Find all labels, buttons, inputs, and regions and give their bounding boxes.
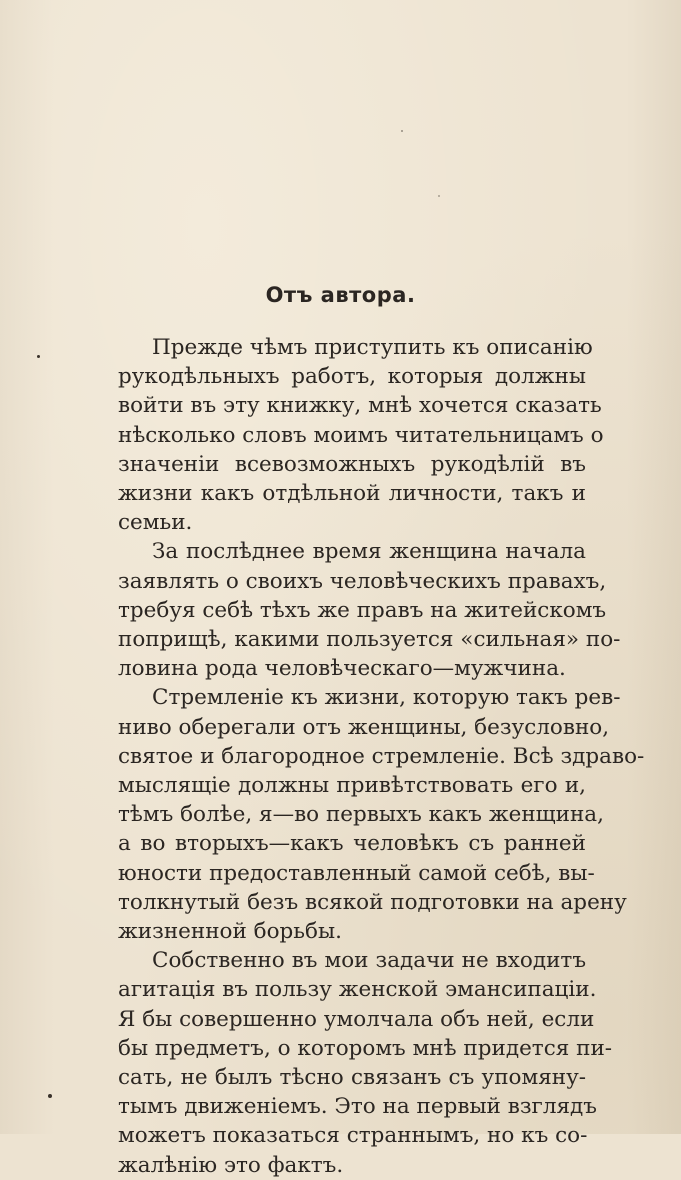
text-line: Стремленіе къ жизни, которую такъ рев- <box>152 685 621 711</box>
text-line: тѣмъ болѣе, я—во первыхъ какъ женщина, <box>118 802 604 828</box>
text-line: сать, не былъ тѣсно связанъ съ упомяну- <box>118 1065 586 1091</box>
text-line: жизненной борьбы. <box>118 919 342 945</box>
text-line: ловина рода человѣческаго—мужчина. <box>118 656 566 682</box>
text-line: а во вторыхъ—какъ человѣкъ съ ранней <box>118 831 586 857</box>
ink-speck <box>438 195 440 197</box>
section-heading: Отъ автора. <box>265 283 416 307</box>
text-line: толкнутый безъ всякой подготовки на арену <box>118 889 627 915</box>
paragraph-3 <box>84 683 645 946</box>
text-line: юности предоставленный самой себѣ, вы- <box>118 860 595 886</box>
text-line: нѣсколько словъ моимъ читательницамъ о <box>118 422 604 448</box>
text-line: мыслящіе должны привѣтствовать его и, <box>118 773 586 799</box>
text-line: значеніи всевозможныхъ рукодѣлій въ <box>118 451 586 477</box>
paragraph-1 <box>84 333 604 537</box>
text-line: За послѣднее время женщина начала <box>152 539 586 565</box>
text-line: жалѣнію это фактъ. <box>118 1152 344 1178</box>
ink-speck <box>37 355 40 358</box>
paragraph-2 <box>84 537 621 683</box>
ink-speck <box>48 1094 52 1098</box>
text-line: тымъ движеніемъ. Это на первый взглядъ <box>118 1094 597 1120</box>
text-line: святое и благородное стремленіе. Всѣ здраво- <box>118 743 645 769</box>
text-line: жизни какъ отдѣльной личности, такъ и <box>118 481 586 507</box>
text-line: войти въ эту книжку, мнѣ хочется сказать <box>118 393 602 419</box>
text-line: Собственно въ мои задачи не входитъ <box>152 948 586 974</box>
text-line: Я бы совершенно умолчала объ ней, если <box>118 1006 595 1032</box>
text-line: поприщѣ, какими пользуется «сильная» по- <box>118 627 621 653</box>
text-line: ниво оберегали отъ женщины, безусловно, <box>118 714 610 740</box>
paragraph-4 <box>84 946 613 1180</box>
body-text <box>84 333 645 1180</box>
text-line: заявлять о своихъ человѣческихъ правахъ, <box>118 568 607 594</box>
text-line: рукодѣльныхъ работъ, которыя должны <box>118 364 586 390</box>
text-line: семьи. <box>118 510 193 536</box>
text-line: можетъ показаться страннымъ, но къ со- <box>118 1123 588 1149</box>
text-line: бы предметъ, о которомъ мнѣ придется пи- <box>118 1035 613 1061</box>
ink-speck <box>401 130 403 132</box>
text-line: Прежде чѣмъ приступить къ описанію <box>152 335 593 360</box>
text-line: агитація въ пользу женской эмансипаціи. <box>118 977 597 1003</box>
text-line: требуя себѣ тѣхъ же правъ на житейскомъ <box>118 597 607 623</box>
